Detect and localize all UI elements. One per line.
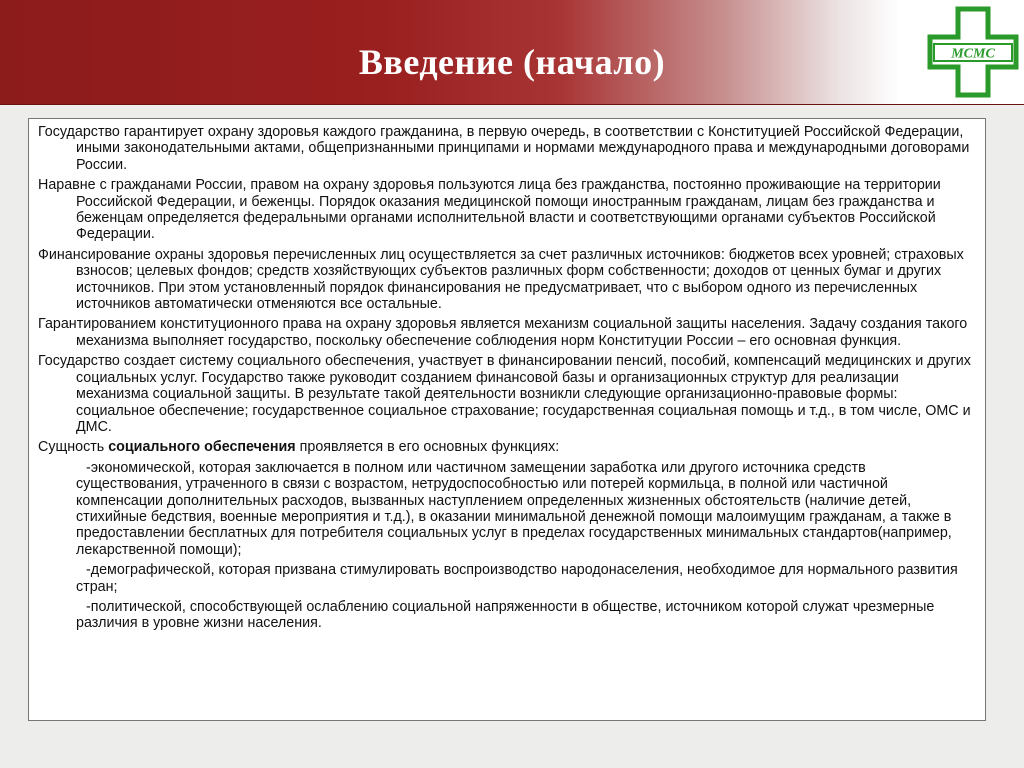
essence-bold-term: социального обеспечения: [108, 439, 296, 456]
function-political: -политической, способствующей ослаблению социальной напряженности в обществе, источником которой служат чрезмерные различия в уровне жизни населения.: [76, 598, 935, 632]
medical-cross-logo-icon: [927, 6, 1019, 98]
function-economic: -экономической, которая заключается в полном или частичном замещении заработка или другого источника средств существования, утраченного в связи с возрастом, нетрудоспособностью или потерей кормильца, в полной или частичной компенсации дополнительных расходов, вызванных наступлением определенных жизненных обстоятельств (наличие детей, стихийные бедствия, военные мероприятия и т.д.), в оказании минимальной денежной помощи малоимущим гражданам, а также в предоставлении бесплатных для потребителя социальных услуг в пределах государственных минимальных стандартов(например, лекарственной помощи);: [76, 459, 952, 558]
logo-text: МСМС: [951, 46, 995, 62]
paragraph-constitution: Государство гарантирует охрану здоровья каждого гражданина, в первую очередь, в соответствии с Конституцией Российской Федерации, иными законодательными актами, общепризнанными принципами и нормами международного права и международными договорами России.: [38, 124, 970, 173]
essence-text-before: Сущность: [38, 439, 109, 456]
slide-header: [0, 0, 1024, 105]
slide-title: Введение (начало): [358, 42, 666, 82]
function-demographic: -демографической, которая призвана стимулировать воспроизводство народонаселения, необходимое для нормального развития стран;: [76, 562, 958, 595]
paragraph-financing: Финансирование охраны здоровья перечисленных лиц осуществляется за счет различных источников: бюджетов всех уровней; страховых взносов; целевых фондов; средств хозяйствующих субъектов различных форм собственности; доходов от ценных бумаг и других источников. При этом установленный порядок финансирования не предусматривает, что с выбором одного из перечисленных источников автоматически отменяются все остальные.: [38, 246, 964, 313]
essence-text-after: проявляется в его основных функциях:: [295, 439, 560, 456]
paragraph-social-system: Государство создает систему социального обеспечения, участвует в финансировании пенсий, пособий, компенсаций медицинских и других социальных услуг. Государство также руководит созданием финансовой базы и организационных структур для реализации механизма социальной защиты. В результате такой деятельности возникли следующие организационно-правовые формы: социальное обеспечение; государственное социальное страхование; государственная социальная помощь и т.д., в том числе, ОМС и ДМС.: [38, 353, 971, 435]
paragraph-essence: [38, 439, 971, 455]
paragraph-guarantee: Гарантированием конституционного права на охрану здоровья является механизм социальной защиты населения. Задачу создания такого механизма выполняет государство, поскольку обеспечение соблюдения норм Конституции России – его основная функция.: [38, 316, 968, 349]
content-box: [28, 118, 986, 721]
paragraph-equal-rights: Наравне с гражданами России, правом на охрану здоровья пользуются лица без гражданства, постоянно проживающие на территории Российской Федерации, и беженцы. Порядок оказания медицинской помощи иностранным гражданам, лицам без гражданства и беженцам определяется федеральными органами исполнительной власти и соответствующими органами субъектов Российской Федерации.: [38, 177, 941, 243]
